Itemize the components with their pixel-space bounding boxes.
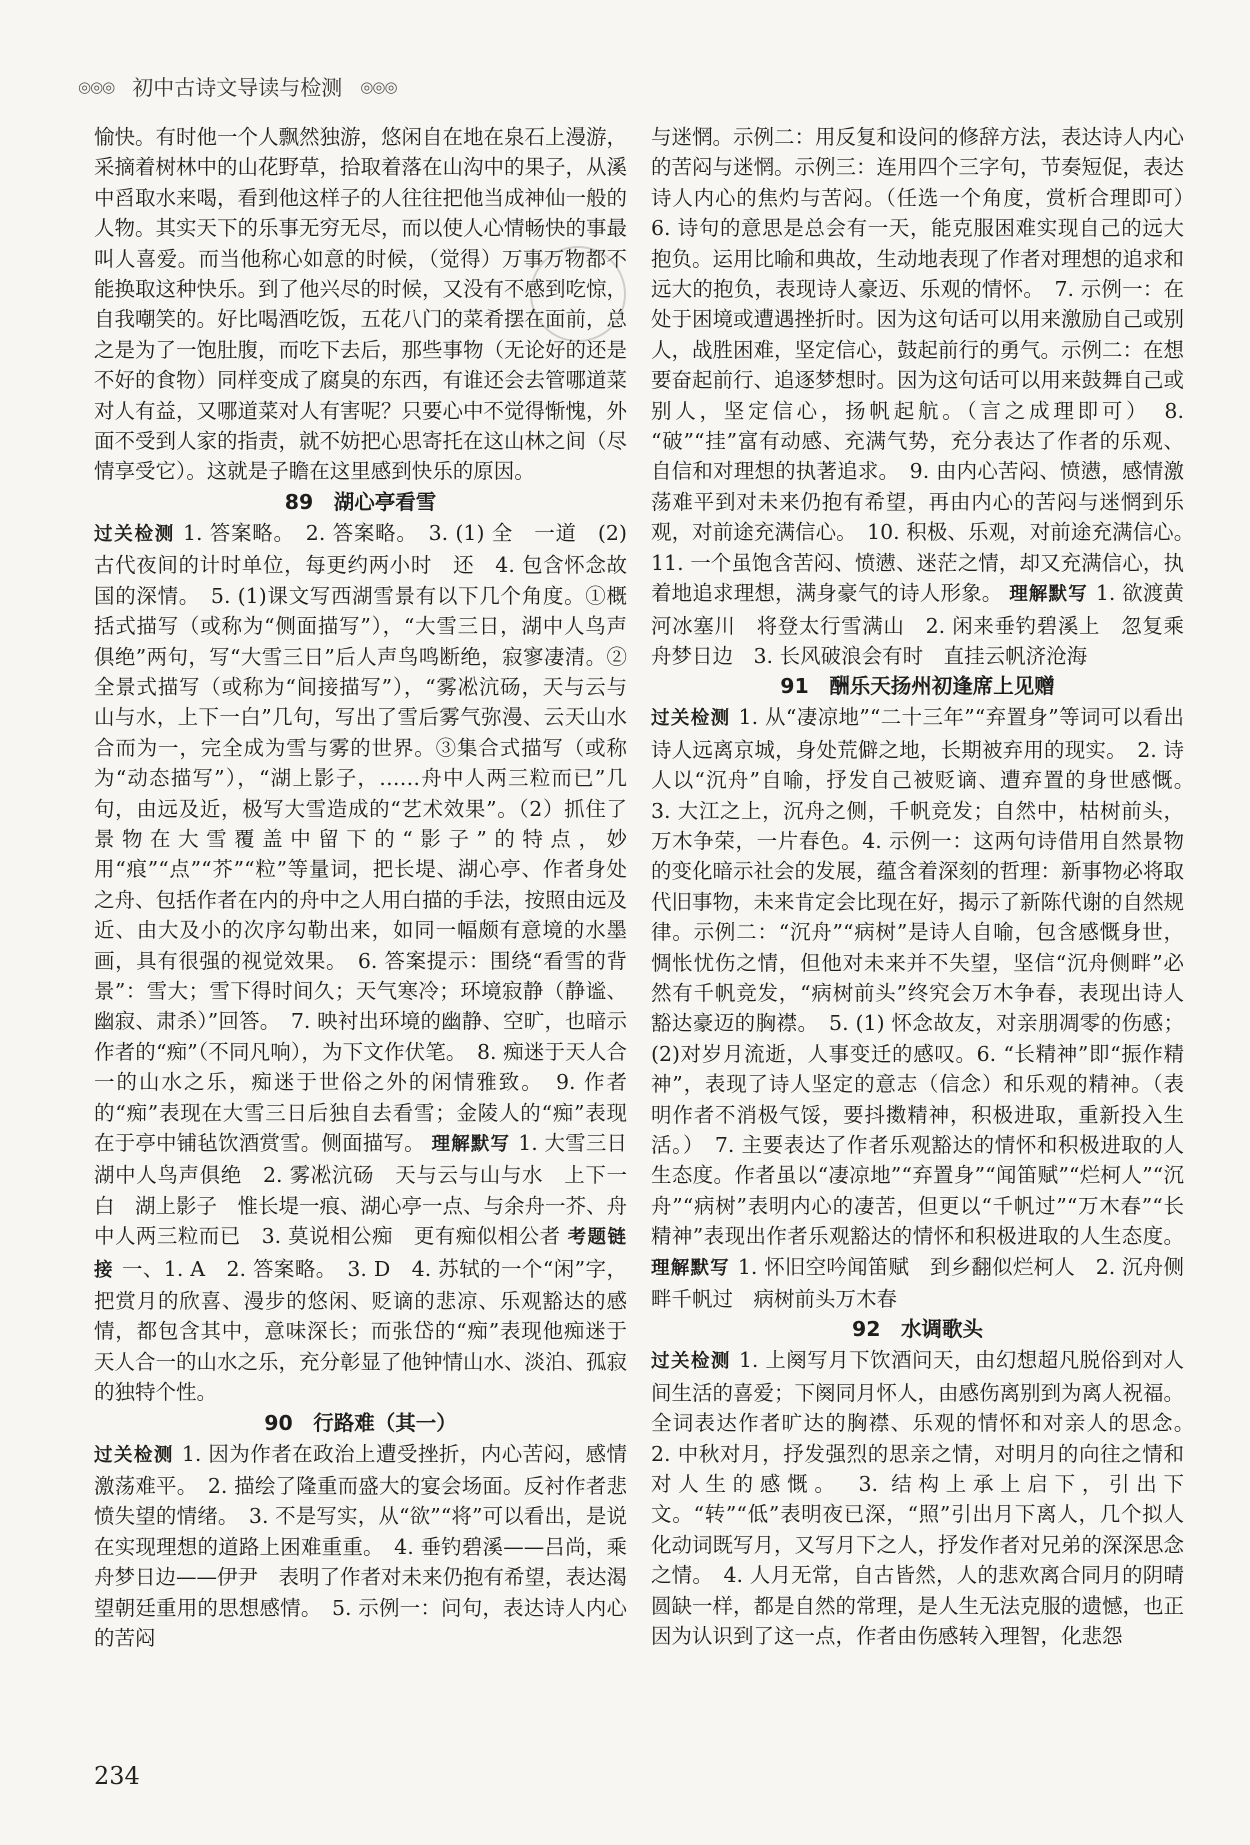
ornament-right-icon: ◎◎◎: [360, 78, 397, 96]
label-dictation: 理解默写: [431, 1134, 511, 1155]
section-title-92: 92 水调歌头: [851, 1317, 984, 1342]
label-check: 过关检测: [94, 1444, 174, 1466]
section-title-89: 89 湖心亭看雪: [284, 489, 437, 514]
label-dictation: 理解默写: [1009, 584, 1088, 606]
running-header: [78, 70, 498, 104]
answer-text: 1. 上阕写月下饮酒问天，由幻想超凡脱俗到对人间生活的喜爱；下阕同月怀人，由感伤离别到为离人祝福。全词表达作者旷达的胸襟、乐观的情怀和对亲人的思念。 2. 中秋对月，抒发强烈的思亲之情，对明月的向往之情和对人生的感慨。 3. 结构上承上启下，引出下文。“转”“低”表明夜已深，“照”引出月下离人，几个拟人化动词既写月，又写月下之人，抒发作者对兄弟的深深思念之情。 4. 人月无常，自古皆然，人的悲欢离合同月的阴晴圆缺一样，都是自然的常理，是人生无法克服的遗憾，也正因为认识到了这一点，作者由伤感转入理智，化悲怨: [651, 1348, 1205, 1649]
answer-text: 1. 从“凄凉地”“二十三年”“弃置身”等词可以看出诗人远离京城，身处荒僻之地，长期被弃用的现实。 2. 诗人以“沉舟”自喻，抒发自己被贬谪、遭弃置的身世感慨。 3. 大江之上，沉舟之侧，千帆竞发；自然中，枯树前头，万木争荣，一片春色。4. 示例一：这两句诗借用自然景物的变化暗示社会的发展，蕴含着深刻的哲理：新事物必将取代旧事物，未来肯定会比现在好，揭示了新陈代谢的自然规律。示例二：“沉舟”“病树”是诗人自喻，包含感慨身世，惆怅忧伤之情，但他对未来并不失望，坚信“沉舟侧畔”必然有千帆竞发，“病树前头”终究会万木争春，表现出诗人豁达豪迈的胸襟。 5. (1) 怀念故友，对亲朋凋零的伤感；(2)对岁月流逝，人事变迁的感叹。6. “长精神”即“振作精神”，表现了诗人坚定的意志（信念）和乐观的精神。（表明作者不消极气馁，要抖擞精神，积极进取，重新投入生活。） 7. 主要表达了作者乐观豁达的情怀和积极进取的人生态度。作者虽以“凄凉地”“弃置身”“闻笛赋”“烂柯人”“沉舟”“病树”表明内心的凄苦，但更以“千帆过”“万木春”“长精神”表现出作者乐观豁达的情怀和积极进取的人生态度。: [651, 705, 1205, 1249]
page-number: 234: [94, 1762, 140, 1790]
section-89-check: [94, 518, 648, 1408]
answer-text: 1. 大雪三日 湖中人鸟声俱绝 2. 雾凇沆砀 天与云与山与水 上下一白 湖上影子 惟长堤一痕、湖心亭一点、与余舟一芥、舟中人两三粒而已 3. 莫说相公痴 更有痴似相公者: [94, 1131, 648, 1249]
section-91-check: [651, 702, 1205, 1314]
book-title: 初中古诗文导读与检测: [132, 76, 343, 100]
label-check: 过关检测: [651, 708, 731, 730]
section-90-check: [94, 1439, 627, 1654]
answer-text: 1. 因为作者在政治上遭受挫折，内心苦闷，感情激荡难平。 2. 描绘了隆重而盛大的宴会场面。反衬作者悲愤失望的情绪。 3. 不是写实，从“欲”“将”可以看出，是说在实现理想的道路上困难重重。 4. 垂钓碧溪——吕尚，乘舟梦日边——伊尹 表明了作者对未来仍抱有希望，表达渴望朝廷重用的思想感情。 5. 示例一：问句，表达诗人内心的苦闷: [94, 1441, 627, 1651]
ornament-left-icon: ◎◎◎: [78, 78, 115, 96]
answer-text: 1. 答案略。 2. 答案略。 3. (1) 全 一道 (2)古代夜间的计时单位，每更约两小时 还 4. 包含怀念故国的深情。 5. (1)课文写西湖雪景有以下几个角度。①概括式描写（或称为“侧面描写”），“大雪三日，湖中人鸟声俱绝”两句，写“大雪三日”后人声鸟鸣断绝，寂寥凄清。②全景式描写（或称为“间接描写”），“雾凇沆砀，天与云与山与水，上下一白”几句，写出了雪后雾气弥漫、云天山水合而为一，完全成为雪与雾的世界。③集合式描写（或称为“动态描写”），“湖上影子，……舟中人两三粒而已”几句，由远及近，极写大雪造成的“艺术效果”。（2）抓住了景物在大雪覆盖中留下的“影子”的特点，妙用“痕”“点”“芥”“粒”等量词，把长堤、湖心亭、作者身处之舟、包括作者在内的舟中之人用白描的手法，按照由远及近、由大及小的次序勾勒出来，如同一幅颇有意境的水墨画，具有很强的视觉效果。 6. 答案提示：围绕“看雪的背景”：雪大；雪下得时间久；天气寒冷；环境寂静（静谧、幽寂、肃杀）”回答。 7. 映衬出环境的幽静、空旷，也暗示作者的“痴”（不同凡响），为下文作伏笔。 8. 痴迷于天人合一的山水之乐，痴迷于世俗之外的闲情雅致。 9. 作者的“痴”表现在大雪三日后独自去看雪；金陵人的“痴”表现在于亭中铺毡饮酒赏雪。侧面描写。: [94, 520, 627, 1155]
label-exam-link: 考题链接: [94, 1227, 627, 1281]
label-dictation: 理解默写: [651, 1257, 730, 1279]
answer-text: 1. 欲渡黄河冰塞川 将登太行雪满山 2. 闲来垂钓碧溪上 忽复乘舟梦日边 3. 长风破浪会有时 直挂云帆济沧海: [651, 581, 1184, 668]
section-title-90: 90 行路难（其一）: [264, 1410, 457, 1435]
answer-text: 一、1. A 2. 答案略。 3. D 4. 苏轼的一个“闲”字，把赏月的欣喜、漫步的悠闲、贬谪的悲凉、乐观豁达的感情，都包含其中，意味深长；而张岱的“痴”表现他痴迷于天人合一的山水之乐，充分彰显了他钟情山水、淡泊、孤寂的独特个性。: [94, 1256, 627, 1405]
paragraph: [651, 122, 1205, 671]
paragraph: 愉快。有时他一个人飘然独游，悠闲自在地在泉石上漫游，采摘着树林中的山花野草，拾取着落在山沟中的果子，从溪中舀取水来喝，看到他这样子的人往往把他当成神仙一般的人物。其实天下的乐事无穷无尽，而以使人心情畅快的事最叫人喜爱。而当他称心如意的时候，（觉得）万事万物都不能换取这种快乐。到了他兴尽的时候，又没有不感到吃惊，自我嘲笑的。好比喝酒吃饭，五花八门的菜肴摆在面前，总之是为了一饱肚腹，而吃下去后，那些事物（无论好的还是不好的食物）同样变成了腐臭的东西，有谁还会去管哪道菜对人有益，又哪道菜对人有害呢？只要心中不觉得惭愧，外面不受到人家的指责，就不妨把心思寄托在这山林之间（尽情享受它）。这就是子瞻在这里感到快乐的原因。: [94, 125, 627, 484]
label-check: 过关检测: [94, 523, 175, 545]
section-title-91: 91 酬乐天扬州初逢席上见赠: [780, 674, 1055, 699]
label-check: 过关检测: [651, 1351, 731, 1373]
section-92-check: [651, 1345, 1205, 1651]
answer-text: 与迷惘。示例二：用反复和设问的修辞方法，表达诗人内心的苦闷与迷惘。示例三：连用四个三字句，节奏短促，表达诗人内心的焦灼与苦闷。（任选一个角度，赏析合理即可） 6. 诗句的意思是总会有一天，能克服困难实现自己的远大抱负。运用比喻和典故，生动地表现了作者对理想的追求和远大的抱负，表现诗人豪迈、乐观的情怀。 7. 示例一：在处于困境或遭遇挫折时。因为这句话可以用来激励自己或别人，战胜困难，坚定信心，鼓起前行的勇气。示例二：在想要奋起前行、追逐梦想时。因为这句话可以用来鼓舞自己或别人，坚定信心，扬帆起航。（言之成理即可） 8. “破”“挂”富有动感、充满气势，充分表达了作者的乐观、自信和对理想的执著追求。 9. 由内心苦闷、愤懑，感情激荡难平到对未来仍抱有希望，再由内心的苦闷与迷惘到乐观，对前途充满信心。 10. 积极、乐观，对前途充满信心。 11. 一个虽饱含苦闷、愤懑、迷茫之情，却又充满信心，执着地追求理想，满身豪气的诗人形象。: [651, 125, 1205, 606]
right-column: [651, 122, 1205, 1652]
answer-text: 1. 怀旧空吟闻笛赋 到乡翻似烂柯人 2. 沉舟侧畔千帆过 病树前头万木春: [651, 1254, 1184, 1312]
left-column: [94, 122, 648, 1654]
